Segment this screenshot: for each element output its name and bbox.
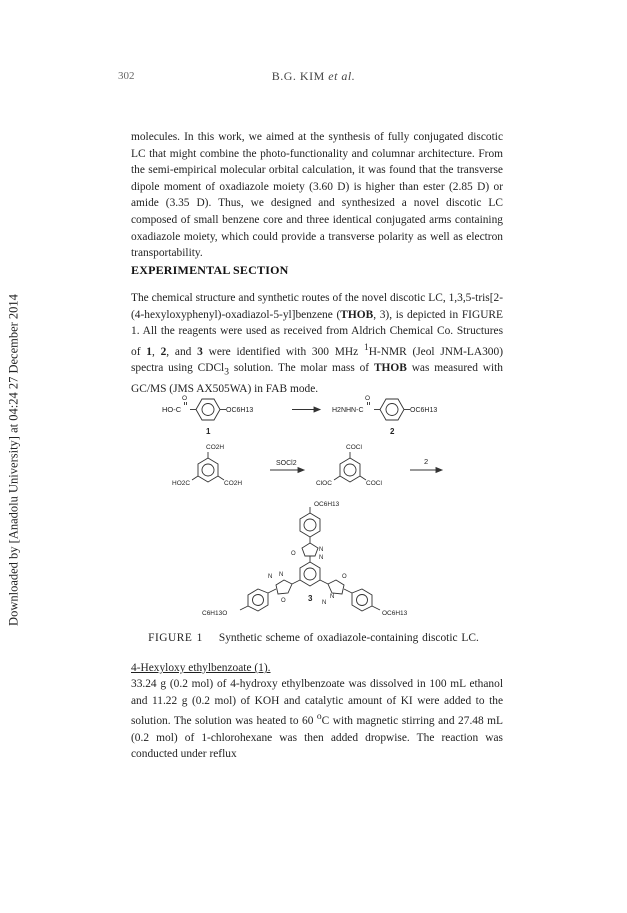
svg-text:N: N [330, 594, 335, 600]
oxadiazole-right [328, 580, 344, 594]
compound-label-3: 3 [308, 594, 313, 603]
download-watermark-text: Downloaded by [Anadolu University] at 04:24 27 December 2014 [6, 294, 21, 626]
oxadiazole-top [302, 543, 318, 556]
r2-top-acyl: COCl [346, 444, 362, 451]
compound-thob-2: THOB [373, 362, 407, 375]
benzene-ring-2 [380, 399, 404, 420]
product-left-chain: C6H13O [202, 610, 228, 617]
r1-hydrazide-text: H2NHN-C [332, 407, 364, 414]
figure-caption-text: Synthetic scheme of oxadiazole-containing discotic LC. [218, 632, 479, 644]
compound-thob: THOB [340, 308, 374, 321]
core-ring-acid [198, 458, 218, 482]
procedure-paragraph: 33.24 g (0.2 mol) of 4-hydroxy ethylbenzoate was dissolved in 100 mL ethanol and 11.22 g (0.2 mol) of KOH and catalytic amount of KI were added to the solution. The solution was heated to 60 $^o$C with magnetic stirring and 27.48 mL (0.2 mol) of 1-chlorohexane was then added dropwise. The reaction was conducted under reflux [131, 678, 503, 761]
r1-hydrazide-o: O [365, 395, 371, 402]
compound-label-1: 1 [206, 427, 211, 436]
svg-text:N: N [319, 555, 324, 561]
figure-caption-label: FIGURE 1 [148, 632, 203, 644]
synthetic-scheme-drawing [160, 392, 480, 622]
running-head-etal: et al. [328, 69, 356, 83]
r1-chain-2: OC6H13 [410, 407, 438, 414]
svg-text:N: N [319, 547, 324, 553]
product-right-phenyl [352, 589, 372, 611]
running-head [0, 69, 627, 84]
product-top-chain: OC6H13 [314, 501, 340, 508]
benzene-ring-1 [196, 399, 220, 420]
core-ring-acyl [340, 458, 360, 482]
r1-acid-text: HO-C [162, 405, 182, 414]
r2-left-acyl: ClOC [316, 480, 332, 487]
section-heading: EXPERIMENTAL SECTION [131, 263, 289, 277]
r1-carbonyl-o: O [182, 395, 188, 402]
svg-text:O: O [342, 574, 347, 580]
reagent-socl2: SOCl2 [276, 460, 297, 467]
reagent-2: 2 [424, 457, 429, 466]
oxadiazole-left [276, 580, 292, 594]
page-number: 302 [118, 70, 135, 82]
r2-left-acid: HO2C [172, 480, 191, 487]
svg-text:N: N [268, 574, 273, 580]
synthetic-scheme-figure [160, 392, 480, 622]
compound-label-2: 2 [390, 427, 395, 436]
svg-text:N: N [322, 600, 327, 606]
experimental-paragraph: The chemical structure and synthetic routes of the novel discotic LC, 1,3,5-tris[2-(4-hexyloxyphenyl)-oxadiazol-5-yl]benzene (THOB, 3), is depicted in FIGURE 1. All the reagents were used as received from Aldrich Chemical Co. Structures of 1, 2, and 3 were identified with 300 MHz $^1$H-NMR (Jeol JNM-LA300) spectra using CDCl$_3$ solution. The molar mass of THOB was measured with GC/MS (JMS AX505WA) in FAB mode. [131, 292, 504, 396]
procedure-subheading: 4-Hexyloxy ethylbenzoate (1). [131, 662, 271, 674]
svg-text:O: O [291, 551, 296, 557]
download-watermark [2, 270, 26, 650]
r1-chain-1: OC6H13 [226, 407, 254, 414]
running-head-authors: B.G. KIM [271, 69, 325, 83]
r2-right-acid: CO2H [224, 480, 243, 487]
figure-caption [0, 632, 627, 644]
r2-top-acid: CO2H [206, 444, 225, 451]
product-left-phenyl [248, 589, 268, 611]
benzene-ring-1-circle [202, 404, 214, 416]
intro-paragraph: molecules. In this work, we aimed at the synthesis of fully conjugated discotic LC that might combine the photo-functionality and columnar architecture. From the semi-empirical molecular orbital calculation, it was found that the transverse dipole moment of oxadiazole moiety (3.60 D) is higher than ester (2.85 D) or amide (3.35 D). Thus, we designed and synthesized a novel discotic LC composed of small benzene core and three identical conjugated arms containing oxadiazole moiety, which could provide a transverse polarity as well as electron transportability. [131, 131, 503, 260]
product-central-ring [300, 562, 320, 586]
product-top-phenyl [300, 513, 320, 537]
r2-right-acyl: COCl [366, 480, 382, 487]
svg-text:N: N [279, 572, 284, 578]
svg-text:O: O [281, 598, 286, 604]
product-right-chain: OC6H13 [382, 610, 408, 617]
